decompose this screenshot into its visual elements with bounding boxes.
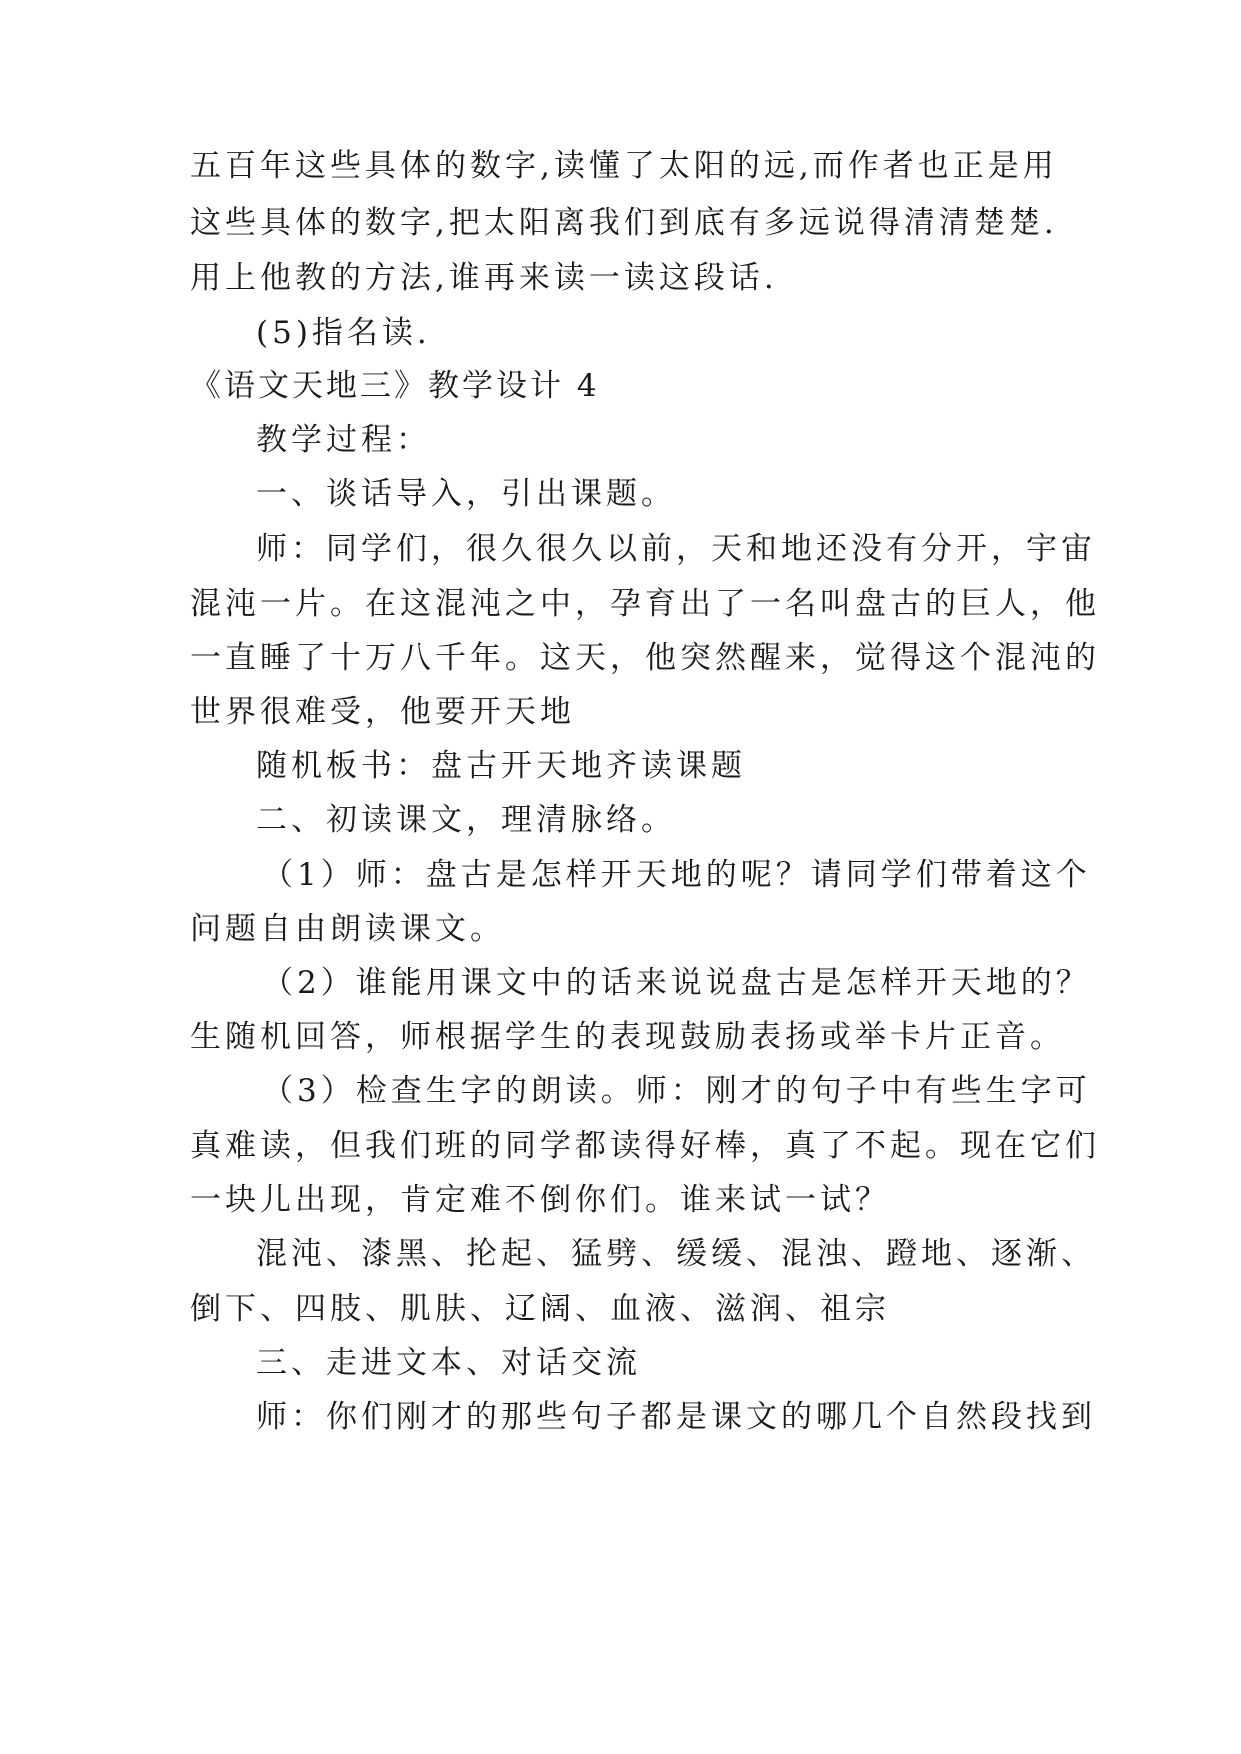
paragraph-line: （3）检查生字的朗读。师：刚才的句子中有些生字可 xyxy=(262,1073,1091,1109)
paragraph-line: 一直睡了十万八千年。这天，他突然醒来，觉得这个混沌的 xyxy=(190,640,1100,676)
paragraph-line: （2）谁能用课文中的话来说说盘古是怎样开天地的？ xyxy=(262,965,1091,1001)
paragraph-line: 世界很难受，他要开天地 xyxy=(190,694,575,730)
paragraph-line: 用上他教的方法,谁再来读一读这段话. xyxy=(190,260,778,296)
paragraph-line: 二、初读课文，理清脉络。 xyxy=(256,802,676,838)
paragraph-line: 师：你们刚才的那些句子都是课文的哪几个自然段找到 xyxy=(256,1399,1096,1435)
paragraph-line: 一、谈话导入，引出课题。 xyxy=(256,476,676,512)
paragraph-line: 倒下、四肢、肌肤、辽阔、血液、滋润、祖宗 xyxy=(190,1291,890,1327)
section-heading: 《语文天地三》教学设计 4 xyxy=(190,368,600,404)
paragraph-line: 三、走进文本、对话交流 xyxy=(256,1345,641,1381)
paragraph-line: 生随机回答，师根据学生的表现鼓励表扬或举卡片正音。 xyxy=(190,1019,1065,1055)
paragraph-line: 五百年这些具体的数字,读懂了太阳的远,而作者也正是用 xyxy=(190,148,1058,184)
paragraph-line: 真难读，但我们班的同学都读得好棒，真了不起。现在它们 xyxy=(190,1128,1100,1164)
paragraph-line: 教学过程： xyxy=(256,422,431,458)
paragraph-line: (5)指名读. xyxy=(256,315,431,351)
paragraph-line: 混沌、漆黑、抡起、猛劈、缓缓、混浊、蹬地、逐渐、 xyxy=(256,1236,1096,1272)
paragraph-line: （1）师：盘古是怎样开天地的呢？请同学们带着这个 xyxy=(262,857,1091,893)
paragraph-line: 师：同学们，很久很久以前，天和地还没有分开，宇宙 xyxy=(256,531,1096,567)
paragraph-line: 一块儿出现，肯定难不倒你们。谁来试一试？ xyxy=(190,1182,890,1218)
paragraph-line: 问题自由朗读课文。 xyxy=(190,911,505,947)
paragraph-line: 随机板书：盘古开天地齐读课题 xyxy=(256,748,746,784)
paragraph-line: 这些具体的数字,把太阳离我们到底有多远说得清清楚楚. xyxy=(190,205,1058,241)
paragraph-line: 混沌一片。在这混沌之中，孕育出了一名叫盘古的巨人，他 xyxy=(190,586,1100,622)
